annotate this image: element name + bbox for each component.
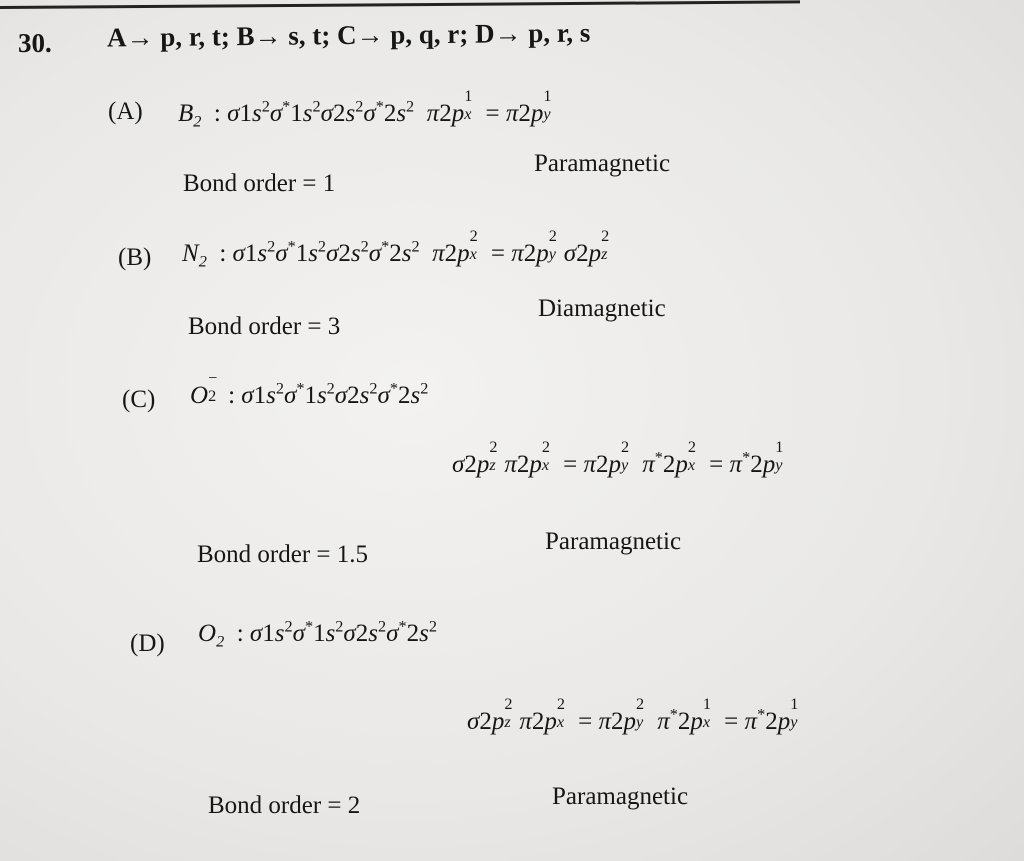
item-d-molecule-subscript: 2 <box>216 632 225 651</box>
item-a-configuration: $B_2$ : $\sigma 1s^2\sigma^*1s^2\sigma 2s^2\sigma^*2s^2$ π2p 1 x = π2p 1 y <box>178 87 552 131</box>
item-d-configuration-continued: σ2p 2 z π2p 2 x = π2p 2 y π*2p 1 x = π*2p 1 y <box>467 695 799 735</box>
item-c-magnetism: Paramagnetic <box>545 528 682 555</box>
top-divider <box>0 0 800 9</box>
item-d-magnetism: Paramagnetic <box>552 783 689 810</box>
item-d-bond-order: Bond order = 2 <box>208 792 361 819</box>
item-b-bond-order: Bond order = 3 <box>188 313 341 340</box>
item-c-molecule: O <box>190 382 209 409</box>
item-a-magnetism: Paramagnetic <box>534 150 671 177</box>
item-d-configuration: $O_2$ : $\sigma 1s^2\sigma^*1s^2\sigma 2s^2\sigma^*2s^2$ <box>198 617 437 651</box>
item-d-label: (D) <box>130 630 165 657</box>
item-b-label: (B) <box>118 244 152 271</box>
item-d-molecule: O <box>198 620 217 647</box>
answer-key: A→ p, r, t; B→ s, t; C→ p, q, r; D→ p, r, s <box>106 17 591 53</box>
item-c-molecule-subscript: 2 <box>208 386 217 405</box>
item-c-configuration: O − 2 : $\sigma 1s^2\sigma^*1s^2\sigma 2s^2\sigma^*2s^2$ <box>190 369 429 409</box>
problem-number: 30. <box>18 28 52 58</box>
item-c-label: (C) <box>122 386 156 413</box>
item-c-molecule-superscript: − <box>208 369 218 388</box>
item-a-bond-order: Bond order = 1 <box>183 170 336 197</box>
item-c-bond-order: Bond order = 1.5 <box>197 541 369 568</box>
item-a-molecule: B <box>178 100 194 127</box>
item-a-molecule-subscript: 2 <box>193 112 202 131</box>
item-b-molecule-subscript: 2 <box>198 252 207 271</box>
item-b-molecule: N <box>182 240 199 267</box>
item-a-label: (A) <box>108 98 143 125</box>
item-b-magnetism: Diamagnetic <box>538 295 666 322</box>
item-b-configuration: $N_2$ : $\sigma 1s^2\sigma^*1s^2\sigma 2s^2\sigma^*2s^2$ π2p 2 x = π2p 2 y σ2p 2 z <box>182 227 610 271</box>
item-c-configuration-continued: σ2p 2 z π2p 2 x = π2p 2 y π*2p 2 x = π*2p 1 y <box>452 438 784 478</box>
